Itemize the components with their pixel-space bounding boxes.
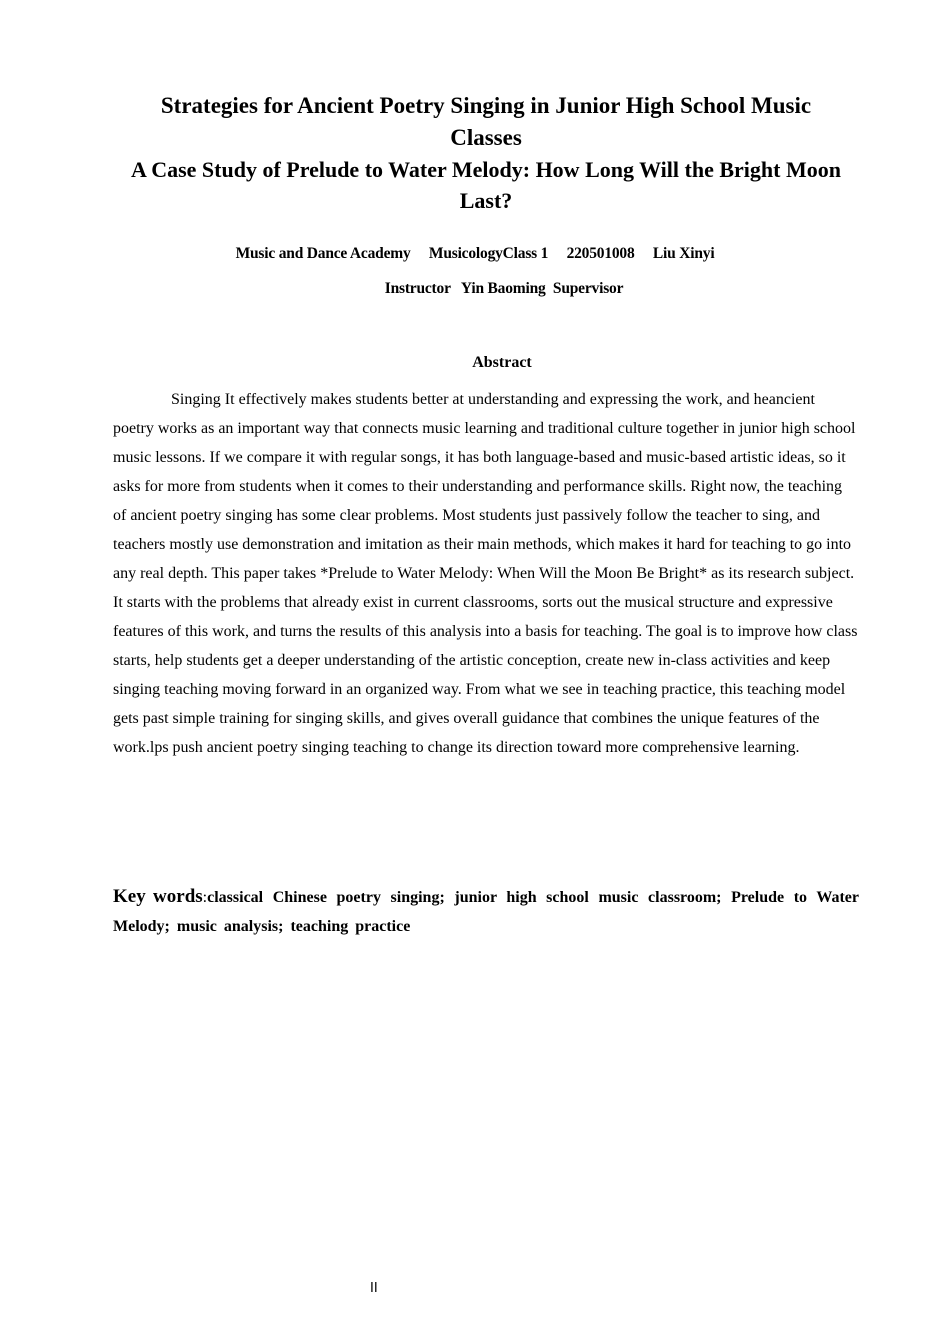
author-info-line: Music and Dance Academy MusicologyClass 1 220501008 Liu Xinyi <box>235 245 715 262</box>
title-block <box>110 90 862 216</box>
abstract-heading: Abstract <box>472 354 532 371</box>
keywords-separator: : <box>202 889 208 906</box>
paper-subtitle-line-2: Last? <box>459 188 513 213</box>
abstract-body: Singing It effectively makes students better at understanding and expressing the work, and heancient poetry works as an important way that connects music learning and traditional culture together in junior high school music lessons. If we compare it with regular songs, it has both language-based and music-based artistic ideas, so it asks for more from students when it comes to their understanding and performance skills. Right now, the teaching of ancient poetry singing has some clear problems. Most students just passively follow the teacher to sing, and teachers mostly use demonstration and imitation as their main methods, which makes it hard for teaching to go into any real depth. This paper takes *Prelude to Water Melody: When Will the Moon Be Bright* as its research subject. It starts with the problems that already exist in current classrooms, sorts out the musical structure and expressive features of this work, and turns the results of this analysis into a basis for teaching. The goal is to improve how class starts, help students get a deeper understanding of the artistic conception, create new in-class activities and keep singing teaching moving forward in an organized way. From what we see in teaching practice, this teaching model gets past simple training for singing skills, and gives overall guidance that combines the unique features of the work.lps push ancient poetry singing teaching to change its direction toward more comprehensive learning. <box>113 391 858 756</box>
keywords-text: classical Chinese poetry singing; junior high school music classroom; Prelude to Water Melody; music analysis; teaching practice <box>113 889 860 935</box>
paper-title-line-2: Classes <box>450 125 522 150</box>
instructor-line: Instructor Yin Baoming Supervisor <box>384 280 624 297</box>
paper-subtitle-line-1: A Case Study of Prelude to Water Melody: How Long Will the Bright Moon <box>131 157 841 182</box>
keywords-paragraph <box>113 882 859 941</box>
page-number: II <box>370 1281 378 1296</box>
paper-title-line-1: Strategies for Ancient Poetry Singing in Junior High School Music <box>160 93 812 118</box>
keywords-label: Key words <box>113 886 203 907</box>
